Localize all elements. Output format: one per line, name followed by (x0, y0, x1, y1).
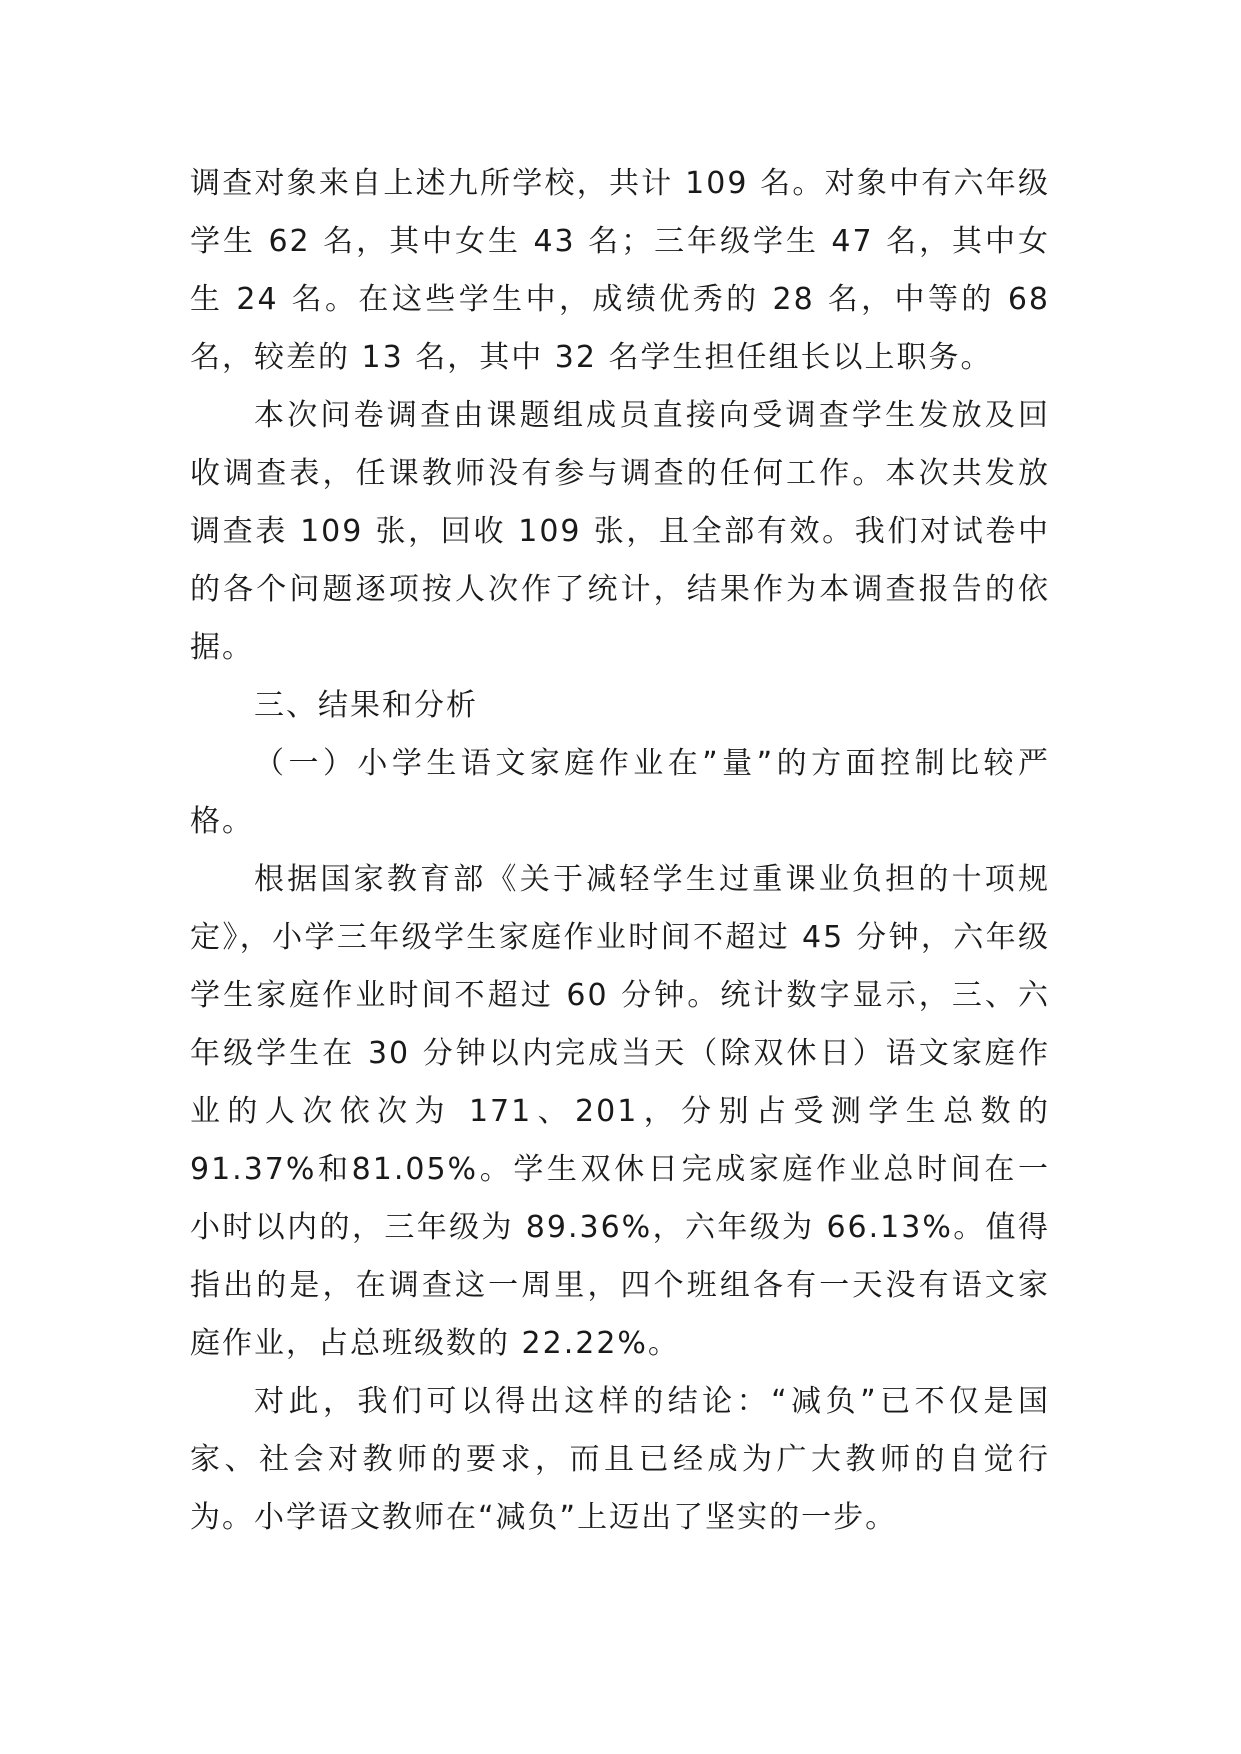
paragraph-survey-subjects: 调查对象来自上述九所学校，共计 109 名。对象中有六年级学生 62 名，其中女生 43 名；三年级学生 47 名，其中女生 24 名。在这些学生中，成绩优秀的 28 名，中等的 68 名，较差的 13 名，其中 32 名学生担任组长以上职务。 (190, 166, 1050, 375)
subsection-heading-1: （一）小学生语文家庭作业在”量”的方面控制比较严格。 (190, 746, 1050, 839)
paragraph-conclusion: 对此，我们可以得出这样的结论：“减负”已不仅是国家、社会对教师的要求，而且已经成为广大教师的自觉行为。小学语文教师在“减负”上迈出了坚实的一步。 (190, 1384, 1050, 1535)
document-body (190, 155, 1050, 1547)
section-heading-results: 三、结果和分析 (254, 688, 478, 723)
paragraph-survey-method: 本次问卷调查由课题组成员直接向受调查学生发放及回收调查表，任课教师没有参与调查的任何工作。本次共发放调查表 109 张，回收 109 张，且全部有效。我们对试卷中的各个问题逐项按人次作了统计，结果作为本调查报告的依据。 (190, 398, 1050, 665)
paragraph-statistics: 根据国家教育部《关于减轻学生过重课业负担的十项规定》，小学三年级学生家庭作业时间不超过 45 分钟，六年级学生家庭作业时间不超过 60 分钟。统计数字显示，三、六年级学生在 30 分钟以内完成当天（除双休日）语文家庭作业的人次依次为 171、201，分别占受测学生总数的 91.37%和81.05%。学生双休日完成家庭作业总时间在一小时以内的，三年级为 89.36%，六年级为 66.13%。值得指出的是，在调查这一周里，四个班组各有一天没有语文家庭作业，占总班级数的 22.22%。 (190, 862, 1050, 1361)
